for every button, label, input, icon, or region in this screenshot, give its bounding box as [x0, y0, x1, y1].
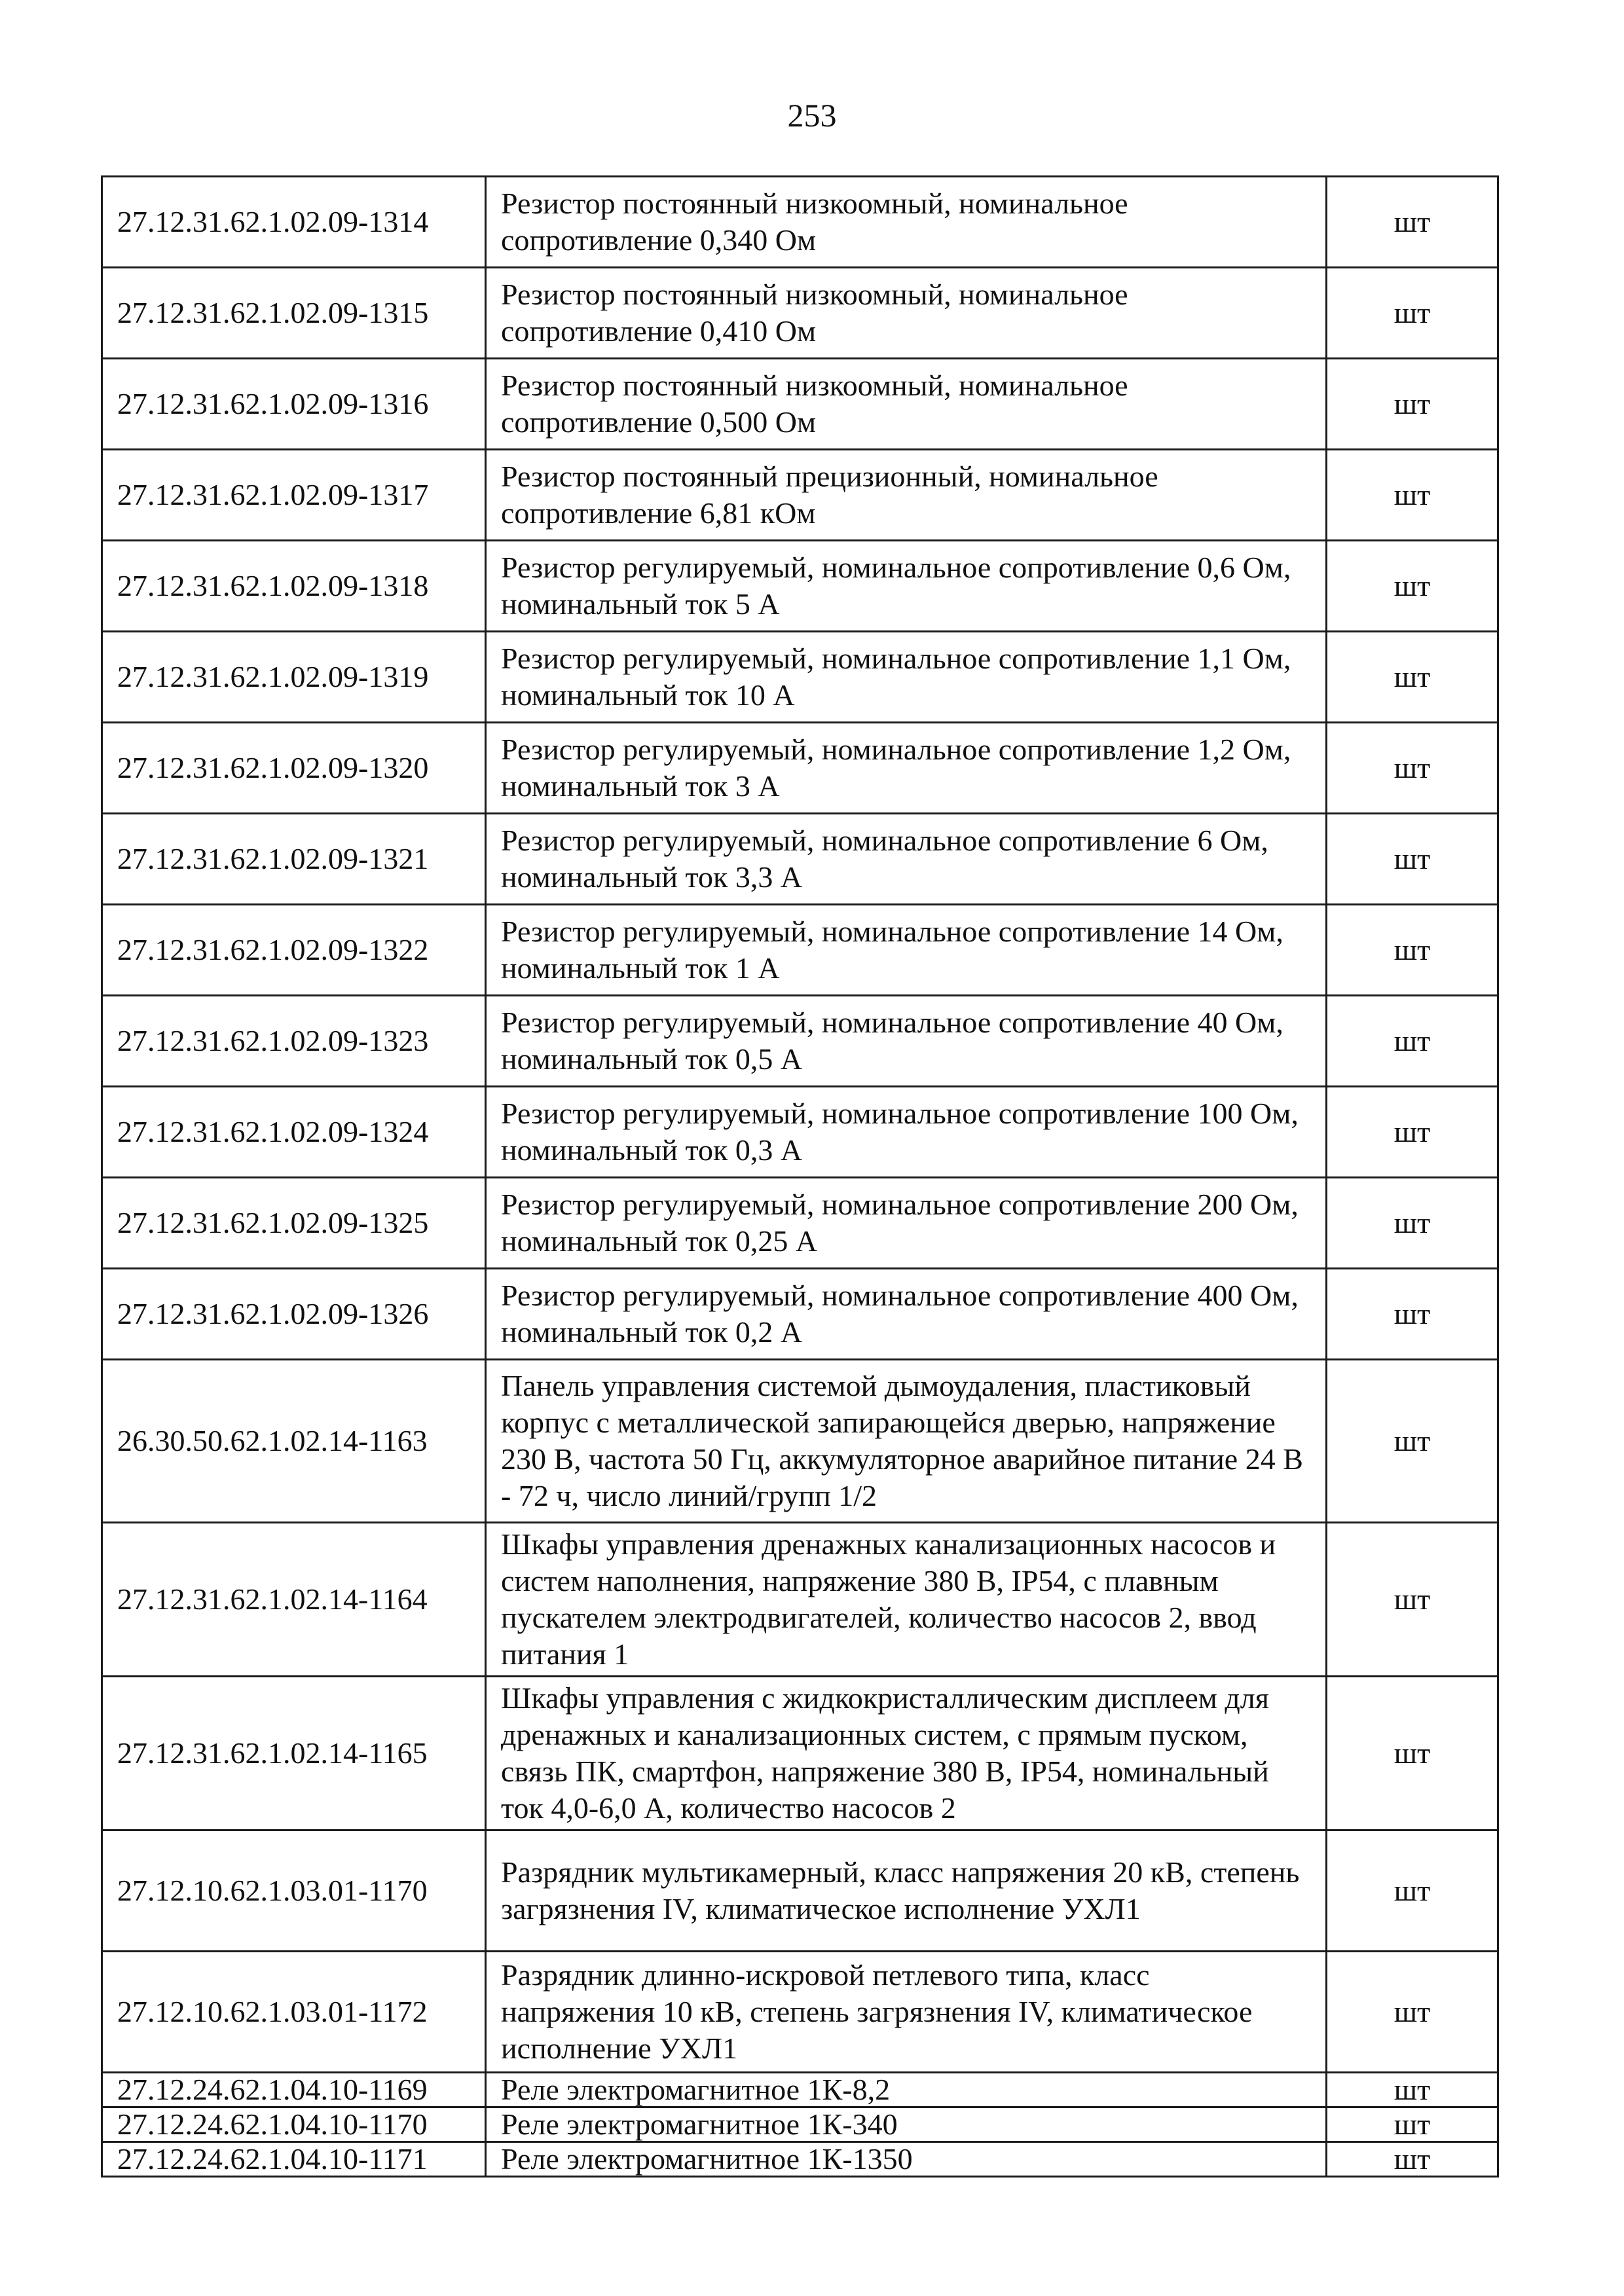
resource-code: 27.12.10.62.1.03.01-1172 — [102, 1952, 486, 2073]
resource-code: 27.12.31.62.1.02.09-1324 — [102, 1087, 486, 1178]
table-row — [102, 2142, 1498, 2177]
resource-code: 27.12.31.62.1.02.09-1316 — [102, 359, 486, 450]
resource-name: Шкафы управления дренажных канализационных насосов и систем наполнения, напряжение 380 В, IP54, с плавным пускателем электродвигателей, количество насосов 2, ввод питания 1 — [486, 1523, 1327, 1677]
resource-code: 27.12.31.62.1.02.09-1319 — [102, 632, 486, 723]
table-row — [102, 632, 1498, 723]
table-row — [102, 1952, 1498, 2073]
unit-of-measure: шт — [1327, 905, 1498, 996]
table-row — [102, 1087, 1498, 1178]
unit-of-measure: шт — [1327, 1269, 1498, 1360]
table-row — [102, 177, 1498, 268]
resource-code: 27.12.24.62.1.04.10-1171 — [102, 2142, 486, 2177]
unit-of-measure: шт — [1327, 2073, 1498, 2107]
resource-name: Резистор регулируемый, номинальное сопротивление 1,1 Ом, номинальный ток 10 А — [486, 632, 1327, 723]
resource-name: Резистор регулируемый, номинальное сопротивление 0,6 Ом, номинальный ток 5 А — [486, 541, 1327, 632]
resource-name: Резистор регулируемый, номинальное сопротивление 100 Ом, номинальный ток 0,3 А — [486, 1087, 1327, 1178]
resource-table — [101, 175, 1499, 2178]
resource-name: Резистор регулируемый, номинальное сопротивление 40 Ом, номинальный ток 0,5 А — [486, 996, 1327, 1087]
resource-name: Резистор регулируемый, номинальное сопротивление 400 Ом, номинальный ток 0,2 А — [486, 1269, 1327, 1360]
resource-code: 27.12.31.62.1.02.09-1320 — [102, 723, 486, 814]
unit-of-measure: шт — [1327, 1360, 1498, 1523]
resource-name: Резистор регулируемый, номинальное сопротивление 1,2 Ом, номинальный ток 3 А — [486, 723, 1327, 814]
table-row — [102, 1677, 1498, 1831]
table-row — [102, 450, 1498, 541]
table-row — [102, 268, 1498, 359]
table-row — [102, 1523, 1498, 1677]
resource-code: 27.12.31.62.1.02.09-1321 — [102, 814, 486, 905]
unit-of-measure: шт — [1327, 1178, 1498, 1269]
resource-code: 27.12.31.62.1.02.09-1318 — [102, 541, 486, 632]
unit-of-measure: шт — [1327, 2107, 1498, 2142]
unit-of-measure: шт — [1327, 268, 1498, 359]
resource-code: 27.12.24.62.1.04.10-1169 — [102, 2073, 486, 2107]
resource-name: Разрядник мультикамерный, класс напряжения 20 кВ, степень загрязнения IV, климатическое исполнение УХЛ1 — [486, 1831, 1327, 1952]
table-row — [102, 1360, 1498, 1523]
table-row — [102, 1178, 1498, 1269]
table-row — [102, 905, 1498, 996]
page-number: 253 — [787, 97, 837, 134]
table-row — [102, 359, 1498, 450]
unit-of-measure: шт — [1327, 814, 1498, 905]
unit-of-measure: шт — [1327, 177, 1498, 268]
table-row — [102, 723, 1498, 814]
resource-code: 27.12.31.62.1.02.09-1317 — [102, 450, 486, 541]
unit-of-measure: шт — [1327, 2142, 1498, 2177]
unit-of-measure: шт — [1327, 1831, 1498, 1952]
resource-name: Панель управления системой дымоудаления, пластиковый корпус с металлической запирающейся дверью, напряжение 230 В, частота 50 Гц, аккумуляторное аварийное питание 24 В - 72 ч, число линий/групп 1/2 — [486, 1360, 1327, 1523]
resource-code: 27.12.24.62.1.04.10-1170 — [102, 2107, 486, 2142]
resource-name: Реле электромагнитное 1К-340 — [486, 2107, 1327, 2142]
resource-code: 27.12.31.62.1.02.14-1165 — [102, 1677, 486, 1831]
unit-of-measure: шт — [1327, 359, 1498, 450]
unit-of-measure: шт — [1327, 996, 1498, 1087]
resource-name: Резистор постоянный низкоомный, номинальное сопротивление 0,340 Ом — [486, 177, 1327, 268]
unit-of-measure: шт — [1327, 450, 1498, 541]
unit-of-measure: шт — [1327, 1087, 1498, 1178]
table-row — [102, 2107, 1498, 2142]
resource-name: Резистор постоянный низкоомный, номинальное сопротивление 0,500 Ом — [486, 359, 1327, 450]
resource-name: Резистор регулируемый, номинальное сопротивление 6 Ом, номинальный ток 3,3 А — [486, 814, 1327, 905]
unit-of-measure: шт — [1327, 1523, 1498, 1677]
resource-name: Резистор постоянный низкоомный, номинальное сопротивление 0,410 Ом — [486, 268, 1327, 359]
resource-name: Шкафы управления с жидкокристаллическим дисплеем для дренажных и канализационных систем, с прямым пуском, связь ПК, смартфон, напряжение 380 В, IP54, номинальный ток 4,0-6,0 А, количество насосов 2 — [486, 1677, 1327, 1831]
table-row — [102, 1831, 1498, 1952]
table-row — [102, 541, 1498, 632]
resource-code: 27.12.31.62.1.02.09-1314 — [102, 177, 486, 268]
resource-code: 26.30.50.62.1.02.14-1163 — [102, 1360, 486, 1523]
resource-code: 27.12.31.62.1.02.14-1164 — [102, 1523, 486, 1677]
resource-name: Разрядник длинно-искровой петлевого типа, класс напряжения 10 кВ, степень загрязнения IV, климатическое исполнение УХЛ1 — [486, 1952, 1327, 2073]
resource-name: Резистор постоянный прецизионный, номинальное сопротивление 6,81 кОм — [486, 450, 1327, 541]
resource-code: 27.12.31.62.1.02.09-1325 — [102, 1178, 486, 1269]
table-row — [102, 1269, 1498, 1360]
unit-of-measure: шт — [1327, 1677, 1498, 1831]
resource-code: 27.12.31.62.1.02.09-1315 — [102, 268, 486, 359]
table-row — [102, 2073, 1498, 2107]
resource-code: 27.12.31.62.1.02.09-1323 — [102, 996, 486, 1087]
resource-name: Реле электромагнитное 1К-1350 — [486, 2142, 1327, 2177]
resource-code: 27.12.31.62.1.02.09-1326 — [102, 1269, 486, 1360]
unit-of-measure: шт — [1327, 1952, 1498, 2073]
unit-of-measure: шт — [1327, 632, 1498, 723]
table-row — [102, 996, 1498, 1087]
resource-code: 27.12.31.62.1.02.09-1322 — [102, 905, 486, 996]
resource-name: Резистор регулируемый, номинальное сопротивление 14 Ом, номинальный ток 1 А — [486, 905, 1327, 996]
resource-code: 27.12.10.62.1.03.01-1170 — [102, 1831, 486, 1952]
table-row — [102, 814, 1498, 905]
unit-of-measure: шт — [1327, 723, 1498, 814]
resource-name: Реле электромагнитное 1К-8,2 — [486, 2073, 1327, 2107]
unit-of-measure: шт — [1327, 541, 1498, 632]
resource-name: Резистор регулируемый, номинальное сопротивление 200 Ом, номинальный ток 0,25 А — [486, 1178, 1327, 1269]
